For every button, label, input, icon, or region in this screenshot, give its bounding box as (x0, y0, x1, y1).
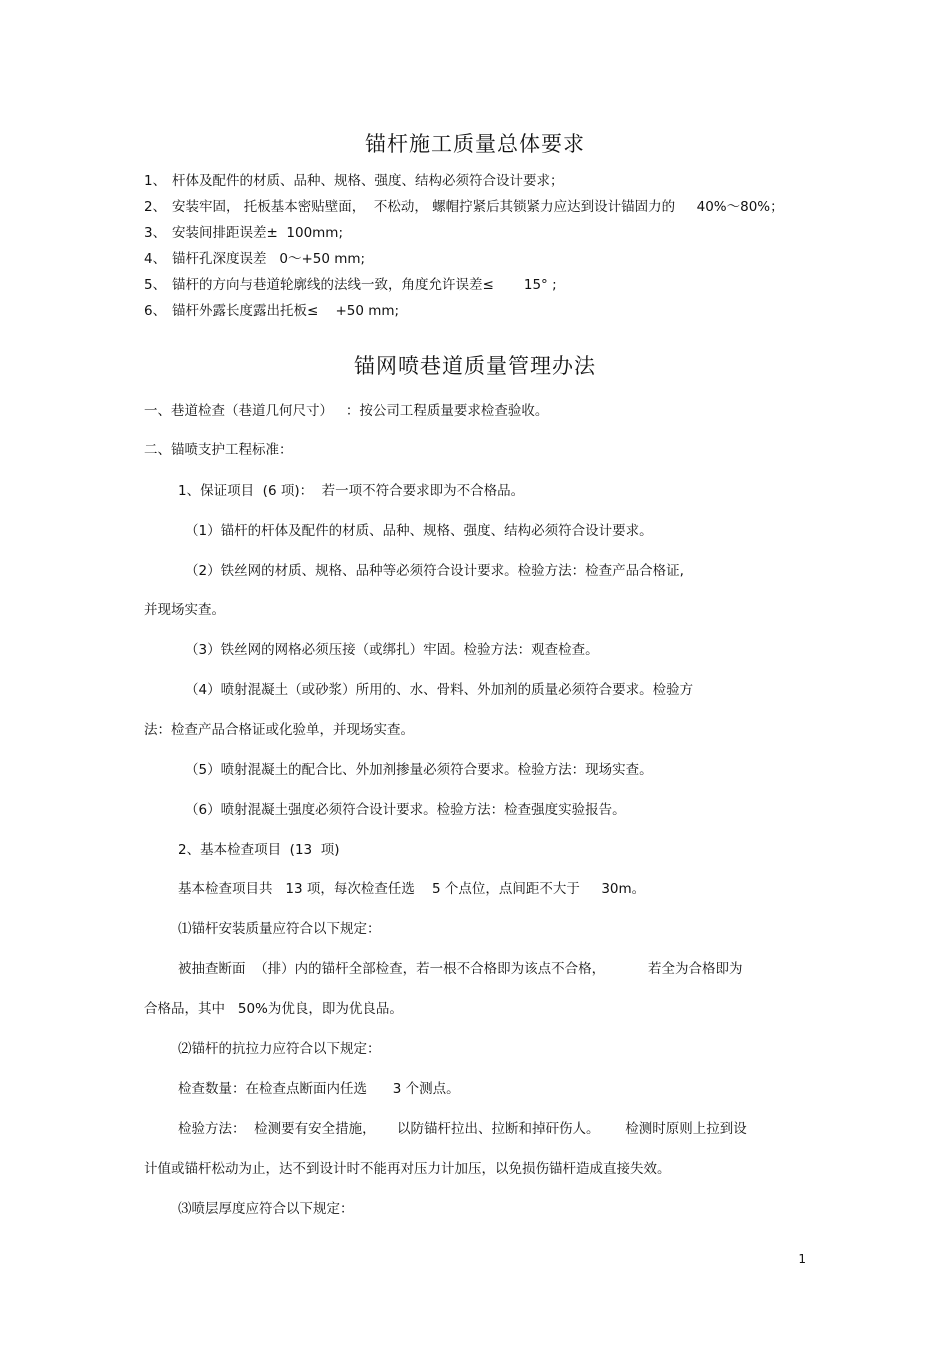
paragraph-line: 2、基本检查项目 (13 项) (178, 842, 340, 858)
item-number: 5、 (144, 277, 167, 293)
paragraph-line: 一、巷道检查（巷道几何尺寸） ：按公司工程质量要求检查验收。 (144, 403, 549, 419)
list-item (144, 194, 814, 220)
paragraph-line: （6）喷射混凝土强度必须符合设计要求。检验方法：检查强度实验报告。 (185, 802, 626, 818)
paragraph-line: 检验方法： 检测要有安全措施， 以防锚杆拉出、拉断和掉矸伤人。 检测时原则上拉到设 (178, 1121, 747, 1137)
item-text: 杆体及配件的材质、品种、规格、强度、结构必须符合设计要求； (172, 173, 564, 189)
paragraph-line: 1、保证项目 (6 项)： 若一项不符合要求即为不合格品。 (178, 483, 525, 499)
list-item (144, 168, 814, 194)
item-number: 1、 (144, 173, 167, 189)
paragraph-line: ⑴锚杆安装质量应符合以下规定： (178, 921, 381, 937)
paragraph-line: （2）铁丝网的材质、规格、品种等必须符合设计要求。检验方法：检查产品合格证, (185, 563, 684, 579)
item-text: 锚杆外露长度露出托板≤ +50 mm; (172, 303, 400, 319)
list-item (144, 246, 814, 272)
paragraph-line: 被抽查断面 （排）内的锚杆全部检查，若一根不合格即为该点不合格， 若全为合格即为 (178, 961, 743, 977)
paragraph-line: （3）铁丝网的网格必须压接（或绑扎）牢固。检验方法：观查检查。 (185, 642, 599, 658)
item-number: 2、 (144, 199, 167, 215)
item-text: 锚杆的方向与巷道轮廓线的法线一致，角度允许误差≤ 15° ; (172, 277, 557, 293)
paragraph-line: 检查数量：在检查点断面内任选 3 个测点。 (178, 1081, 460, 1097)
item-text: 安装牢固， 托板基本密贴壁面， 不松动， 螺帽拧紧后其锁紧力应达到设计锚固力的 40%～80%； (172, 199, 784, 215)
paragraph-line: 合格品，其中 50%为优良，即为优良品。 (144, 1001, 403, 1017)
paragraph-line: （5）喷射混凝土的配合比、外加剂掺量必须符合要求。检验方法：现场实查。 (185, 762, 653, 778)
item-text: 安装间排距误差± 100mm; (172, 225, 344, 241)
item-number: 6、 (144, 303, 167, 319)
list-item (144, 220, 814, 246)
paragraph-line: 基本检查项目共 13 项，每次检查任选 5 个点位，点间距不大于 30m。 (178, 881, 646, 897)
paragraph-line: 计值或锚杆松动为止，达不到设计时不能再对压力计加压，以免损伤锚杆造成直接失效。 (144, 1161, 671, 1177)
paragraph-line: 法：检查产品合格证或化验单，并现场实查。 (144, 722, 414, 738)
paragraph-line: ⑵锚杆的抗拉力应符合以下规定： (178, 1041, 381, 1057)
requirements-list (144, 168, 814, 324)
list-item (144, 298, 814, 324)
page-number: 1 (798, 1252, 806, 1266)
paragraph-line: 并现场实查。 (144, 602, 225, 618)
item-number: 3、 (144, 225, 167, 241)
paragraph-line: （4）喷射混凝土（或砂浆）所用的、水、骨料、外加剂的质量必须符合要求。检验方 (185, 682, 694, 698)
title-management-method: 锚网喷巷道质量管理办法 (354, 354, 596, 378)
list-item (144, 272, 814, 298)
item-number: 4、 (144, 251, 167, 267)
paragraph-line: 二、锚喷支护工程标准： (144, 442, 293, 458)
paragraph-line: ⑶喷层厚度应符合以下规定： (178, 1201, 354, 1217)
item-text: 锚杆孔深度误差 0～+50 mm; (172, 251, 366, 267)
paragraph-line: （1）锚杆的杆体及配件的材质、品种、规格、强度、结构必须符合设计要求。 (185, 523, 653, 539)
title-anchor-requirements: 锚杆施工质量总体要求 (365, 132, 585, 156)
